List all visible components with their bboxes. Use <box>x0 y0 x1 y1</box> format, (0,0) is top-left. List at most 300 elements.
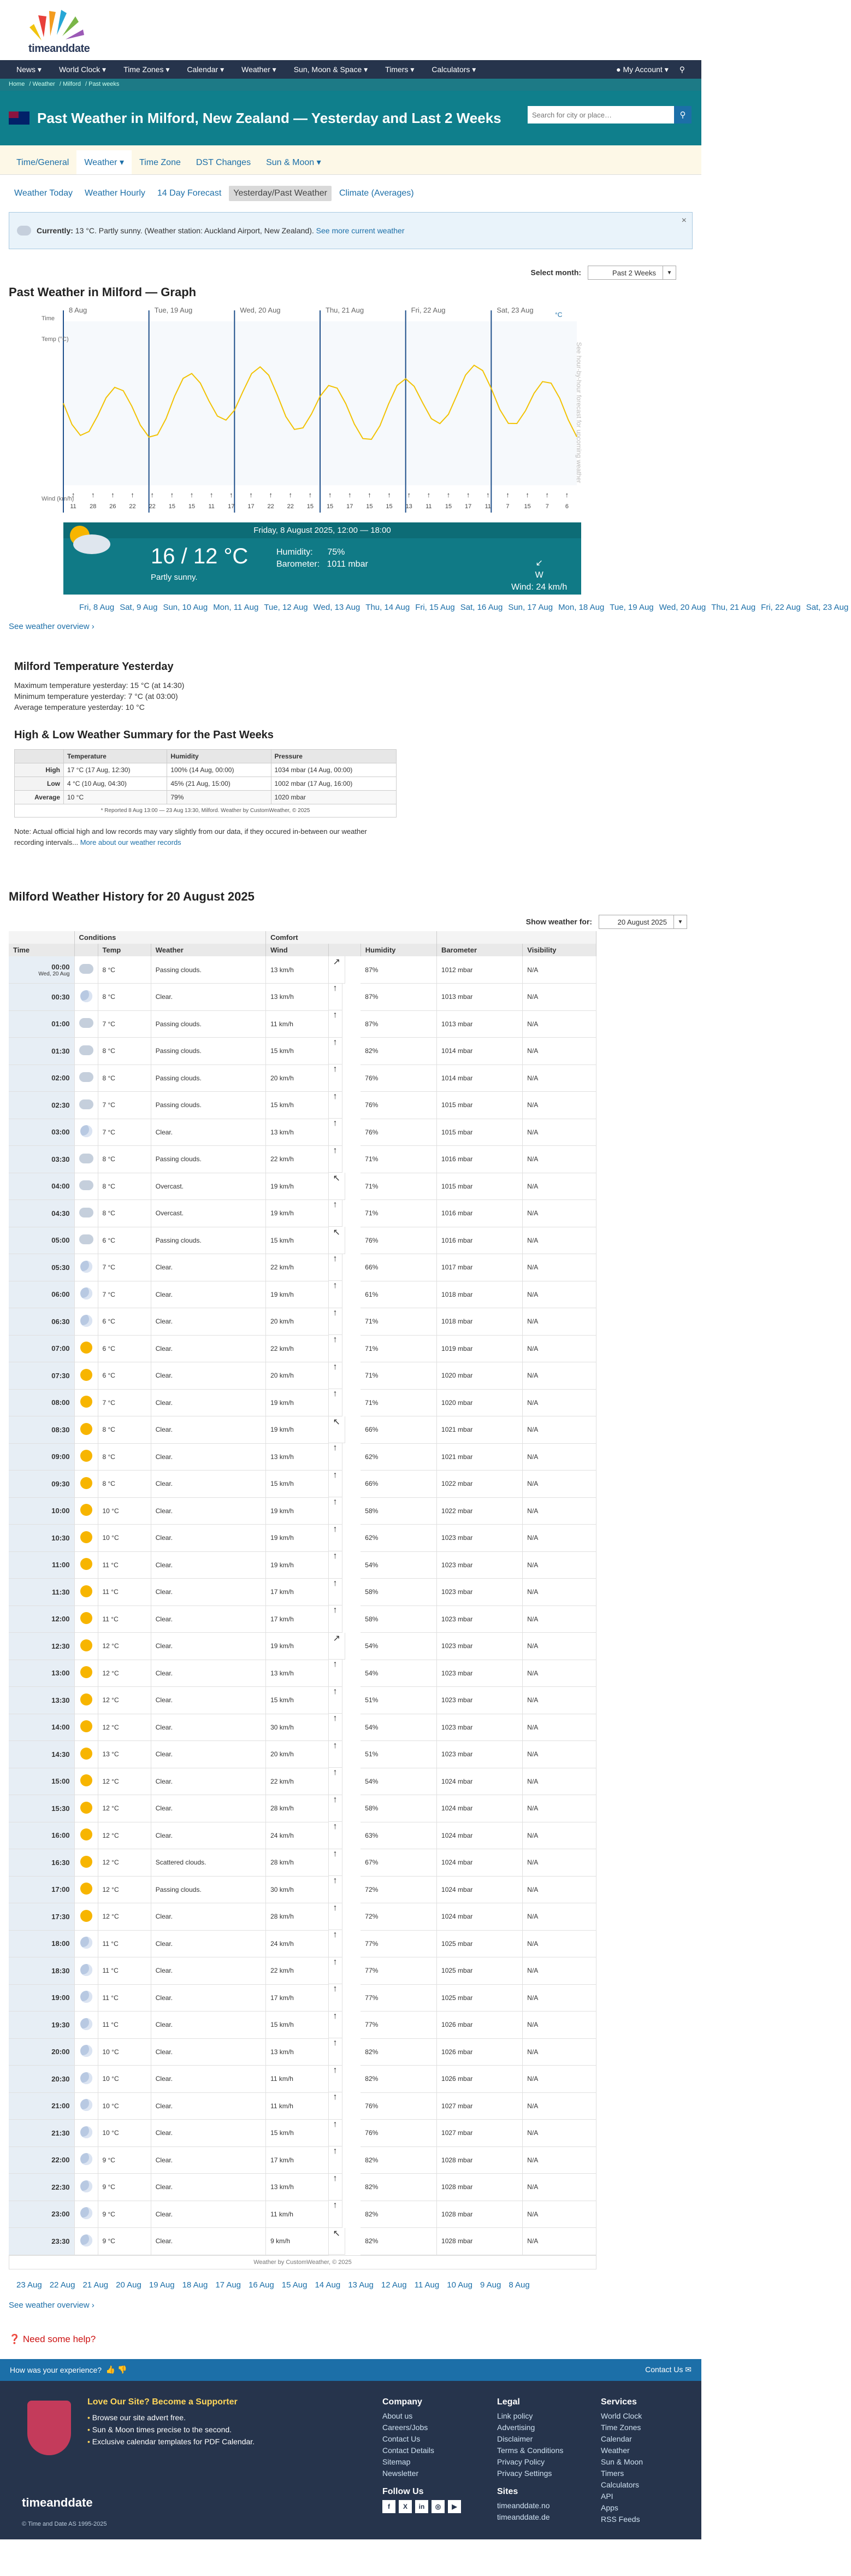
chevron-down-icon: ▼ <box>663 266 676 279</box>
moon-icon <box>80 1937 92 1949</box>
footer-company: Company About us Careers/Jobs Contact Us Contact Details Sitemap Newsletter Follow Us f X in ◎ ▶ <box>382 2397 461 2513</box>
wind-value: 11 <box>426 503 432 510</box>
wind-direction-icon: ↑ <box>329 1146 342 1173</box>
breadcrumb-home[interactable]: Home <box>9 81 25 87</box>
temp-summary-title: Milford Temperature Yesterday <box>14 661 174 673</box>
footer-link[interactable]: Calculators <box>601 2480 640 2489</box>
thumbs-down-icon[interactable]: 👎 <box>117 2365 127 2374</box>
wind-arrow-icon: ↑ <box>170 491 174 499</box>
nav-weather[interactable]: Weather ▾ <box>241 64 276 74</box>
date-link[interactable]: Sat, 9 Aug <box>120 603 158 612</box>
wind-arrow-icon: ↑ <box>368 491 371 499</box>
nav-sun-moon[interactable]: Sun, Moon & Space ▾ <box>293 64 368 74</box>
date-select[interactable] <box>599 915 687 929</box>
sun-icon <box>80 1477 92 1489</box>
footer-link[interactable]: Privacy Policy <box>497 2457 545 2466</box>
moon-icon <box>80 990 92 1002</box>
youtube-icon[interactable]: ▶ <box>448 2500 461 2513</box>
table-row: 22:30 9 °C Clear. 13 km/h ↑82% 1028 mbar N/A <box>9 2174 596 2201</box>
date-link[interactable]: Sat, 16 Aug <box>460 603 503 612</box>
wind-value: 15 <box>524 503 531 510</box>
supporter-box: Love Our Site? Become a Supporter • Browse our site advert free. • Sun & Moon times precise to the second. • Exclusive calendar templates for PDF Calendar. <box>87 2397 255 2448</box>
table-row: 12:30 12 °C Clear. 19 km/h ↗54% 1023 mbar N/A <box>9 1633 596 1660</box>
wind-direction-icon: ↑ <box>329 1281 342 1308</box>
nz-flag-icon <box>9 111 29 125</box>
wind-direction-icon: ↑ <box>329 1064 342 1092</box>
show-weather-row: Show weather for: 20 August 2025 ▼ <box>0 909 701 931</box>
facebook-icon[interactable]: f <box>382 2500 395 2513</box>
graph-popup <box>63 522 581 595</box>
wind-arrow-icon: ↑ <box>71 491 75 499</box>
table-row: 12:00 11 °C Clear. 17 km/h ↑58% 1023 mbar N/A <box>9 1605 596 1633</box>
sun-icon <box>80 1748 92 1760</box>
wind-direction-icon: ↑ <box>329 1957 342 1985</box>
footer-link[interactable]: Apps <box>601 2503 618 2512</box>
close-icon[interactable]: × <box>681 216 687 225</box>
moon-icon <box>80 2018 92 2030</box>
footer-link[interactable]: Terms & Conditions <box>497 2445 564 2455</box>
date-link[interactable]: 12 Aug <box>381 2280 407 2290</box>
weather-overview-link-2[interactable]: See weather overview › <box>9 2300 94 2310</box>
date-link[interactable]: Thu, 21 Aug <box>711 603 756 612</box>
user-icon: ● <box>616 64 621 74</box>
highlow-summary <box>14 729 687 818</box>
wind-arrow-icon: ↑ <box>525 491 529 499</box>
footer-link[interactable]: Sun & Moon <box>601 2457 643 2466</box>
nav-calendar[interactable]: Calendar ▾ <box>187 64 224 74</box>
date-link[interactable]: 17 Aug <box>215 2280 241 2290</box>
moon-icon <box>80 2099 92 2111</box>
graph-unit: °C <box>555 311 563 319</box>
footer-link[interactable]: About us <box>382 2411 413 2420</box>
table-row: 05:30 7 °C Clear. 22 km/h ↑66% 1017 mbar N/A <box>9 1254 596 1281</box>
date-link[interactable]: 13 Aug <box>348 2280 374 2290</box>
wind-value: 17 <box>465 503 472 510</box>
wind-value: 22 <box>287 503 294 510</box>
thumbs-up-icon[interactable]: 👍 <box>105 2365 116 2374</box>
popup-temp: 16 / 12 °C <box>151 544 249 568</box>
bottom-date-links <box>0 2269 701 2293</box>
wind-value: 22 <box>129 503 136 510</box>
date-link[interactable]: 14 Aug <box>315 2280 341 2290</box>
graph-svg <box>9 305 582 534</box>
table-row: 21:00 10 °C Clear. 11 km/h ↑76% 1027 mbar N/A <box>9 2092 596 2120</box>
chevron-down-icon: ▼ <box>673 915 687 928</box>
date-select-value: 20 August 2025 <box>617 918 667 926</box>
wind-direction-icon: ↑ <box>329 1389 342 1416</box>
row-label-temp: Temp (°C) <box>42 336 69 343</box>
wind-value: 11 <box>208 503 215 510</box>
table-row: 04:00 8 °C Overcast. 19 km/h ↖71% 1015 mbar N/A <box>9 1173 596 1200</box>
date-link[interactable]: Thu, 14 Aug <box>365 603 410 612</box>
wind-direction-icon: ↑ <box>329 1335 342 1362</box>
linkedin-icon[interactable]: in <box>415 2500 428 2513</box>
table-row: 13:30 12 °C Clear. 15 km/h ↑51% 1023 mbar N/A <box>9 1687 596 1714</box>
wind-arrow-icon: ↑ <box>111 491 115 499</box>
footer-link[interactable]: Link policy <box>497 2411 533 2420</box>
table-row: 17:00 12 °C Passing clouds. 30 km/h ↑72% 1024 mbar N/A <box>9 1876 596 1903</box>
date-link[interactable]: Wed, 20 Aug <box>659 603 706 612</box>
sun-icon <box>80 1369 92 1381</box>
table-row: 09:00 8 °C Clear. 13 km/h ↑62% 1021 mbar N/A <box>9 1443 596 1471</box>
search-icon[interactable]: ⚲ <box>679 64 685 74</box>
footer-link[interactable]: Time Zones <box>601 2422 641 2432</box>
day-label: Thu, 21 Aug <box>326 306 364 314</box>
table-row: 18:00 11 °C Clear. 24 km/h ↑77% 1025 mbar N/A <box>9 1930 596 1957</box>
wind-value: 6 <box>565 503 569 510</box>
wind-direction-icon: ↑ <box>329 1525 342 1552</box>
sun-icon <box>80 1396 92 1408</box>
table-row: 07:00 6 °C Clear. 22 km/h ↑71% 1019 mbar N/A <box>9 1335 596 1362</box>
table-row: 19:30 11 °C Clear. 15 km/h ↑77% 1026 mbar N/A <box>9 2012 596 2039</box>
popup-details: Humidity: 75% Barometer: 1011 mbar <box>276 548 368 569</box>
wind-direction-icon: ↑ <box>329 2092 342 2120</box>
wind-arrow-icon: ↑ <box>565 491 569 499</box>
wind-arrow-icon: ↑ <box>466 491 470 499</box>
date-link[interactable]: 19 Aug <box>149 2280 175 2290</box>
month-select[interactable] <box>588 266 676 280</box>
sun-icon <box>80 1450 92 1462</box>
sun-icon <box>80 1883 92 1895</box>
footer-link[interactable]: timeanddate.de <box>497 2512 550 2521</box>
wind-value: 15 <box>326 503 334 510</box>
wind-value: 15 <box>168 503 175 510</box>
date-link[interactable]: 21 Aug <box>82 2280 109 2290</box>
footer-link[interactable]: Contact Us <box>382 2434 421 2443</box>
footer-link[interactable]: Disclaimer <box>497 2434 533 2443</box>
wind-direction-icon: ↗ <box>329 1633 345 1660</box>
table-row: 13:00 12 °C Clear. 13 km/h ↑54% 1023 mbar N/A <box>9 1660 596 1687</box>
sun-icon <box>80 1342 92 1354</box>
date-links <box>0 601 849 614</box>
date-link[interactable]: 8 Aug <box>509 2280 530 2290</box>
sun-icon <box>80 1612 92 1624</box>
wind-direction-icon: ↑ <box>329 2066 342 2093</box>
feedback-bar <box>0 2359 701 2381</box>
social-icons <box>382 2500 461 2513</box>
date-link[interactable]: Sat, 23 Aug <box>806 603 849 612</box>
weather-graph[interactable] <box>9 305 693 592</box>
copyright: © Time and Date AS 1995-2025 <box>22 2520 107 2527</box>
date-link[interactable]: Mon, 11 Aug <box>213 603 259 612</box>
logo-text[interactable]: timeanddate <box>28 43 90 55</box>
wind-arrow-icon: ↑ <box>387 491 391 499</box>
moon-icon <box>80 1964 92 1976</box>
wind-direction-icon: ↑ <box>329 1119 342 1146</box>
wind-value: 22 <box>267 503 274 510</box>
moon-icon <box>80 2180 92 2192</box>
date-link[interactable]: 16 Aug <box>249 2280 274 2290</box>
table-row: 14:00 12 °C Clear. 30 km/h ↑54% 1023 mbar N/A <box>9 1714 596 1741</box>
wind-direction-icon: ↑ <box>329 1687 342 1714</box>
table-row: 02:30 7 °C Passing clouds. 15 km/h ↑76% 1015 mbar N/A <box>9 1092 596 1119</box>
table-row: 16:30 12 °C Scattered clouds. 28 km/h ↑67% 1024 mbar N/A <box>9 1849 596 1877</box>
cloud-icon <box>79 1180 93 1190</box>
subtab-past-weather[interactable]: Yesterday/Past Weather <box>229 186 332 201</box>
breadcrumb-weather[interactable]: Weather <box>32 81 55 87</box>
table-row: 08:30 8 °C Clear. 19 km/h ↖66% 1021 mbar N/A <box>9 1416 596 1444</box>
date-link[interactable]: Fri, 15 Aug <box>415 603 455 612</box>
date-link[interactable]: Sun, 10 Aug <box>163 603 208 612</box>
graph-side-label: See hour-by-hour forecast for upcoming weather <box>575 342 583 484</box>
sun-icon <box>80 1856 92 1868</box>
footer-link[interactable]: World Clock <box>601 2411 642 2420</box>
subtab-14-day[interactable]: 14 Day Forecast <box>157 189 222 198</box>
day-label: 8 Aug <box>69 306 87 314</box>
wind-value: 15 <box>366 503 373 510</box>
select-month-label: Select month: <box>530 268 582 277</box>
date-link[interactable]: 10 Aug <box>447 2280 472 2290</box>
tab-dst-changes[interactable]: DST Changes <box>196 158 251 167</box>
help-link[interactable]: ❓ Need some help? <box>9 2333 96 2344</box>
footer-link[interactable]: API <box>601 2491 613 2501</box>
breadcrumb-past: Past weeks <box>88 81 120 87</box>
wind-value: 11 <box>484 503 492 510</box>
wind-value: 17 <box>346 503 353 510</box>
wind-direction-icon: ↑ <box>329 1795 342 1822</box>
wind-arrow-icon: ↑ <box>506 491 510 499</box>
table-row: 20:00 10 °C Clear. 13 km/h ↑82% 1026 mbar N/A <box>9 2038 596 2066</box>
wind-value: 17 <box>247 503 255 510</box>
supporter-title[interactable]: Love Our Site? Become a Supporter <box>87 2397 238 2407</box>
date-link[interactable]: 23 Aug <box>16 2280 42 2290</box>
subtab-climate[interactable]: Climate (Averages) <box>339 189 414 198</box>
date-link[interactable]: Fri, 8 Aug <box>79 603 115 612</box>
wind-direction-icon: ↖ <box>329 2228 345 2255</box>
moon-icon <box>80 2153 92 2165</box>
wind-direction-icon: ↑ <box>329 1471 342 1498</box>
account-menu[interactable]: ● My Account ▾ <box>616 64 669 74</box>
footer-logo[interactable]: timeanddate <box>22 2495 93 2509</box>
sun-icon <box>80 1693 92 1705</box>
table-row: 02:00 8 °C Passing clouds. 20 km/h ↑76% 1014 mbar N/A <box>9 1064 596 1092</box>
tab-time-zone[interactable]: Time Zone <box>139 158 181 167</box>
wind-direction-icon: ↑ <box>329 1741 342 1768</box>
subtab-weather-today[interactable]: Weather Today <box>14 189 73 198</box>
wind-arrow-icon: ↑ <box>288 491 293 499</box>
tab-sun-moon[interactable]: Sun & Moon ▾ <box>266 158 321 167</box>
date-link[interactable]: Mon, 18 Aug <box>558 603 605 612</box>
table-row: 10:30 10 °C Clear. 19 km/h ↑62% 1023 mbar N/A <box>9 1525 596 1552</box>
footer-link[interactable]: Timers <box>601 2468 624 2478</box>
current-label: Currently: <box>37 226 73 235</box>
day-label: Fri, 22 Aug <box>411 306 446 314</box>
moon-icon <box>80 2207 92 2219</box>
weather-overview-link[interactable]: See weather overview › <box>9 622 94 631</box>
sun-icon <box>80 1531 92 1543</box>
table-row: 01:30 8 °C Passing clouds. 15 km/h ↑82% 1014 mbar N/A <box>9 1038 596 1065</box>
cloud-icon <box>79 1099 93 1109</box>
table-row: High 17 °C (17 Aug, 12:30) 100% (14 Aug, 00:00) 1034 mbar (14 Aug, 00:00) <box>15 763 397 777</box>
date-link[interactable]: Tue, 19 Aug <box>610 603 654 612</box>
nav-time-zones[interactable]: Time Zones ▾ <box>123 64 170 74</box>
moon-icon <box>80 2045 92 2057</box>
wind-value: 11 <box>70 503 76 510</box>
month-select-row <box>0 255 701 280</box>
nav-calculators[interactable]: Calculators ▾ <box>432 64 476 74</box>
table-row: 06:00 7 °C Clear. 19 km/h ↑61% 1018 mbar N/A <box>9 1281 596 1308</box>
wind-value: 15 <box>386 503 393 510</box>
search-input[interactable] <box>528 106 674 123</box>
moon-icon <box>80 1261 92 1273</box>
subtab-weather-hourly[interactable]: Weather Hourly <box>85 189 145 198</box>
table-row: 20:30 10 °C Clear. 11 km/h ↑82% 1026 mbar N/A <box>9 2066 596 2093</box>
table-row: 14:30 13 °C Clear. 20 km/h ↑51% 1023 mbar N/A <box>9 1741 596 1768</box>
tab-weather[interactable]: Weather ▾ <box>76 150 132 174</box>
wind-direction-icon: ↑ <box>329 1660 342 1687</box>
wind-arrow-icon: ↑ <box>407 491 411 499</box>
moon-icon <box>80 2126 92 2138</box>
nav-news[interactable]: News ▾ <box>16 64 42 74</box>
highlow-footnote: * Reported 8 Aug 13:00 — 23 Aug 13:30, Milford. Weather by CustomWeather, © 2025 <box>14 804 397 818</box>
table-row: 09:30 8 °C Clear. 15 km/h ↑66% 1022 mbar N/A <box>9 1471 596 1498</box>
wind-arrow-icon: ↑ <box>249 491 253 499</box>
wind-direction-icon: ↑ <box>329 1984 342 2012</box>
wind-direction-icon: ↑ <box>329 1551 342 1579</box>
table-row: 05:00 6 °C Passing clouds. 15 km/h ↖76% 1016 mbar N/A <box>9 1227 596 1254</box>
date-link[interactable]: 15 Aug <box>281 2280 308 2290</box>
date-link[interactable]: Fri, 22 Aug <box>761 603 801 612</box>
temp-min: Minimum temperature yesterday: 7 °C (at 03:00) <box>14 692 178 701</box>
table-row: 08:00 7 °C Clear. 19 km/h ↑71% 1020 mbar N/A <box>9 1389 596 1416</box>
wind-direction-icon: ↑ <box>329 1605 342 1633</box>
footer <box>0 2381 701 2539</box>
wind-direction-icon: ↑ <box>329 1092 342 1119</box>
sun-icon <box>80 1828 92 1840</box>
highlow-title: High & Low Weather Summary for the Past Weeks <box>14 729 274 741</box>
breadcrumb: Home / Weather / Milford / Past weeks <box>0 79 701 91</box>
cloud-icon <box>79 1045 93 1055</box>
contact-us-button[interactable]: Contact Us ✉ <box>645 2365 692 2374</box>
wind-arrow-icon: ↑ <box>545 491 549 499</box>
moon-icon <box>80 1315 92 1327</box>
table-row: 17:30 12 °C Clear. 28 km/h ↑72% 1024 mbar N/A <box>9 1903 596 1931</box>
table-row: 22:00 9 °C Clear. 17 km/h ↑82% 1028 mbar N/A <box>9 2146 596 2174</box>
wind-direction-icon: ↑ <box>329 1822 342 1849</box>
wind-direction-icon: ↑ <box>329 2146 342 2174</box>
wind-arrow-icon: ↑ <box>91 491 95 499</box>
footer-link[interactable]: Contact Details <box>382 2445 434 2455</box>
table-row: 21:30 10 °C Clear. 15 km/h ↑76% 1027 mbar N/A <box>9 2120 596 2147</box>
wind-direction-icon: ↑ <box>329 2174 342 2201</box>
footer-link[interactable]: Newsletter <box>382 2468 419 2478</box>
wind-arrow-icon: ↑ <box>486 491 490 499</box>
date-link[interactable]: Wed, 13 Aug <box>313 603 361 612</box>
wind-value: 7 <box>545 503 549 510</box>
footer-link[interactable]: Advertising <box>497 2422 535 2432</box>
date-link[interactable]: 22 Aug <box>49 2280 75 2290</box>
cloud-icon <box>79 1234 93 1244</box>
footer-link[interactable]: Weather <box>601 2445 630 2455</box>
moon-icon <box>80 2072 92 2084</box>
day-label: Tue, 19 Aug <box>154 306 193 314</box>
table-row: 03:30 8 °C Passing clouds. 22 km/h ↑71% 1016 mbar N/A <box>9 1146 596 1173</box>
footer-link[interactable]: RSS Feeds <box>601 2514 640 2524</box>
wind-direction-icon: ↑ <box>329 1714 342 1741</box>
sun-icon <box>80 1666 92 1678</box>
month-select-value: Past 2 Weeks <box>612 268 656 277</box>
wind-direction-icon: ↖ <box>329 1416 345 1444</box>
date-link[interactable]: 18 Aug <box>182 2280 208 2290</box>
weather-subtabs <box>0 175 701 207</box>
records-link[interactable]: More about our weather records <box>80 838 181 846</box>
table-row: 15:00 12 °C Clear. 22 km/h ↑54% 1024 mbar N/A <box>9 1768 596 1795</box>
footer-link[interactable]: Privacy Settings <box>497 2468 552 2478</box>
sun-icon <box>80 1504 92 1516</box>
wind-direction-icon: ↖ <box>329 1227 345 1254</box>
title-band <box>0 91 701 145</box>
breadcrumb-milford[interactable]: Milford <box>62 81 81 87</box>
wind-direction-icon: ↖ <box>329 1173 345 1200</box>
x-icon[interactable]: X <box>399 2500 412 2513</box>
wind-arrow-icon: ↑ <box>427 491 431 499</box>
footer-link[interactable]: timeanddate.no <box>497 2501 550 2510</box>
wind-value: 15 <box>306 503 314 510</box>
sun-icon <box>80 1802 92 1814</box>
wind-arrow-icon: ↙ <box>535 558 543 568</box>
table-row: 16:00 12 °C Clear. 24 km/h ↑63% 1024 mbar N/A <box>9 1822 596 1849</box>
table-row: 11:00 11 °C Clear. 19 km/h ↑54% 1023 mbar N/A <box>9 1551 596 1579</box>
search-button[interactable]: ⚲ <box>674 106 692 123</box>
sun-icon <box>80 1423 92 1435</box>
current-more-link[interactable]: See more current weather <box>316 226 405 235</box>
sun-icon <box>80 1558 92 1570</box>
wind-value: 22 <box>149 503 156 510</box>
table-row: 06:30 6 °C Clear. 20 km/h ↑71% 1018 mbar N/A <box>9 1308 596 1336</box>
sun-icon <box>80 1585 92 1597</box>
graph-title: Past Weather in Milford — Graph <box>9 285 197 299</box>
footer-link[interactable]: Careers/Jobs <box>382 2422 428 2432</box>
wind-direction-icon: ↑ <box>329 1200 342 1227</box>
temp-summary <box>0 639 701 713</box>
wind-direction-icon: ↑ <box>329 1010 342 1038</box>
wind-arrow-icon: ↑ <box>269 491 273 499</box>
instagram-icon[interactable]: ◎ <box>432 2500 445 2513</box>
moon-icon <box>80 1287 92 1299</box>
footer-link[interactable]: Calendar <box>601 2434 632 2443</box>
table-row: 04:30 8 °C Overcast. 19 km/h ↑71% 1016 mbar N/A <box>9 1200 596 1227</box>
nav-timers[interactable]: Timers ▾ <box>385 64 415 74</box>
highlow-table: Temperature Humidity Pressure High 17 °C (17 Aug, 12:30) 100% (14 Aug, 00:00) 1034 mbar (14 Aug, 00:00) Low 4 °C (10 Aug, 04:30) 45% (21 Aug, 15:00) 1002 mbar (17 Aug, 16:00) Average 10 °C 79% 1020 mbar <box>14 749 397 804</box>
date-link[interactable]: 20 Aug <box>116 2280 141 2290</box>
feedback-question: How was your experience? <box>10 2365 102 2374</box>
logo-bar <box>0 0 701 60</box>
footer-link[interactable]: Sitemap <box>382 2457 411 2466</box>
wind-direction-icon: ↑ <box>329 1579 342 1606</box>
date-link[interactable]: Sun, 17 Aug <box>508 603 553 612</box>
date-link[interactable]: 11 Aug <box>414 2280 440 2290</box>
footer-legal: Legal Link policy Advertising Disclaimer Terms & Conditions Privacy Policy Privacy Settings Sites timeanddate.no timeanddate.de <box>497 2397 563 2523</box>
table-row: 19:00 11 °C Clear. 17 km/h ↑77% 1025 mbar N/A <box>9 1984 596 2012</box>
wind-direction-icon: ↑ <box>329 1443 342 1471</box>
page-title: Past Weather in Milford, New Zealand — Yesterday and Last 2 Weeks <box>37 109 501 126</box>
table-row: 00:30 8 °C Clear. 13 km/h ↑87% 1013 mbar N/A <box>9 984 596 1011</box>
wind-value: 17 <box>228 503 235 510</box>
date-link[interactable]: 9 Aug <box>480 2280 501 2290</box>
wind-direction-icon: ↑ <box>329 2201 342 2228</box>
tab-time-general[interactable]: Time/General <box>16 158 69 167</box>
date-link[interactable]: Tue, 12 Aug <box>264 603 308 612</box>
sun-icon <box>80 1720 92 1732</box>
nav-world-clock[interactable]: World Clock ▾ <box>58 64 107 74</box>
wind-arrow-icon: ↑ <box>131 491 134 499</box>
day-label: Wed, 20 Aug <box>240 306 281 314</box>
section-tabs <box>0 145 701 175</box>
wind-direction-icon: ↑ <box>329 1903 342 1931</box>
sun-icon <box>80 1910 92 1922</box>
table-row: 23:00 9 °C Clear. 11 km/h ↑82% 1028 mbar N/A <box>9 2201 596 2228</box>
wind-direction-icon: ↑ <box>329 1308 342 1336</box>
